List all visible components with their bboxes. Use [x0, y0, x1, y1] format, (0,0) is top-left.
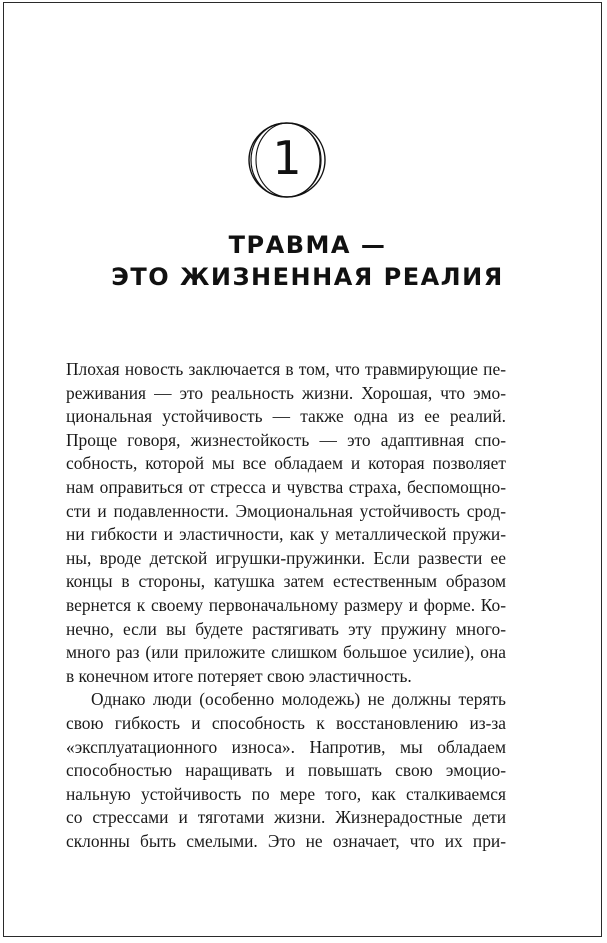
body-text: [66, 358, 506, 853]
chapter-title-line-2: ЭТО ЖИЗНЕННАЯ РЕАЛИЯ: [111, 263, 504, 291]
chapter-title-line-1: ТРАВМА —: [228, 231, 387, 259]
text-line: ны, вроде детской игрушки-пружинки. Если развести ее: [66, 547, 506, 568]
chapter-number-badge: [245, 120, 329, 200]
text-line: «эксплуатационного износа». Напротив, мы обладаем: [66, 736, 506, 757]
text-line: в конечном итоге потеряет свою эластичность.: [66, 665, 412, 686]
text-line: много раз (или приложите слишком большое усилие), она: [66, 642, 506, 663]
text-line: склонны быть смелыми. Это не означает, что их при-: [66, 830, 506, 851]
text-line: сти и подавленности. Эмоциональная устойчивость срод-: [66, 500, 506, 521]
text-line: ни гибкости и эластичности, как у металлической пружи-: [66, 524, 506, 545]
paragraph-1: [66, 358, 506, 688]
text-line: концы в стороны, катушка затем естественным образом: [66, 571, 506, 592]
text-line: нальную устойчивость по мере того, как сталкиваемся: [66, 783, 506, 804]
text-line: циональная устойчивость — также одна из ее реалий.: [66, 406, 506, 427]
text-line: Однако люди (особенно молодежь) не должны терять: [91, 689, 506, 710]
chapter-number: 1: [272, 131, 302, 185]
chapter-title: [44, 229, 571, 293]
text-line: нам оправиться от стресса и чувства страха, беспомощно-: [66, 476, 506, 497]
text-line: нечно, если вы будете растягивать эту пружину много-: [66, 618, 506, 639]
text-line: вернется к своему первоначальному размеру и форме. Ко-: [66, 594, 506, 615]
page: [3, 2, 602, 937]
text-line: Плохая новость заключается в том, что травмирующие пе-: [66, 359, 506, 379]
paragraph-2: [66, 688, 506, 853]
text-line: свою гибкость и способность к восстановлению из-за: [66, 712, 506, 733]
text-line: Проще говоря, жизнестойкость — это адаптивная спо-: [66, 429, 506, 450]
text-line: собность, которой мы все обладаем и которая позволяет: [66, 453, 506, 474]
text-line: реживания — это реальность жизни. Хорошая, что эмо-: [66, 382, 506, 403]
text-line: способностью наращивать и повышать свою эмоцио-: [66, 760, 506, 781]
text-line: со стрессами и тяготами жизни. Жизнерадостные дети: [66, 807, 506, 828]
